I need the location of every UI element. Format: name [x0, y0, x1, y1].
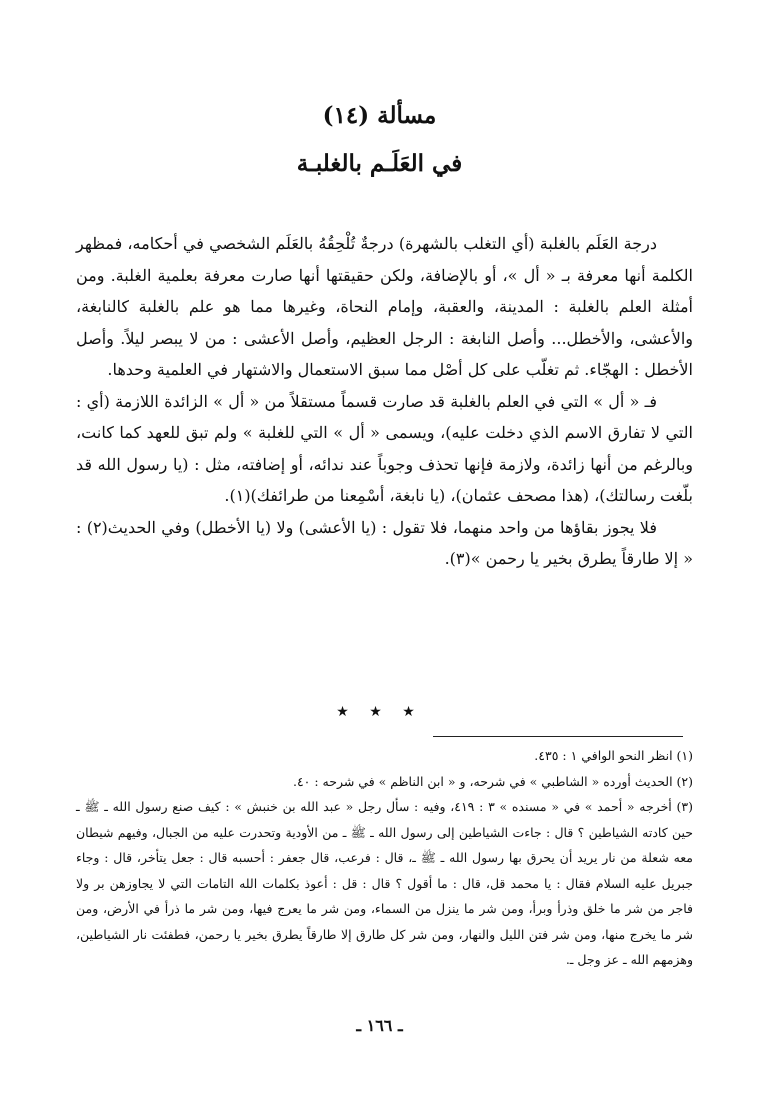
footnote-divider — [433, 736, 683, 737]
footnote: (١) انظر النحو الوافي ١ : ٤٣٥. — [534, 748, 693, 763]
footnote: (٢) الحديث أورده « الشاطبي » في شرحه، و « ابن الناظم » في شرحه : ٤٠. — [292, 773, 693, 789]
page-number: ـ ١٦٦ ـ — [356, 1016, 403, 1035]
footnote: (٣) أخرجه « أحمد » في « مسنده » ٣ : ٤١٩، وفيه : سأل رجل « عبد الله بن خنبش » : كيف صنع رسول الله ـ ﷺ ـ حين كادته الشياطين ؟ قال : جاءت الشياطين إلى رسول الله ـ ﷺ ـ من الأودية وتحدرت عليه من الجبال، وفيهم شيطان معه شعلة من نار يريد أن يحرق بها رسول الله ـ ﷺ ـ، قال : فرعب، قال جعفر : أحسبه قال : جعل يتأخر، قال : وجاء جبريل عليه السلام فقال : يا محمد قل، قال : ما أقول ؟ قال : قل : أعوذ بكلمات الله التامات التي لا يجاوزهن بر ولا فاجر من شر ما خلق وذرأ وبرأ، ومن شر ما ينزل من السماء، ومن شر ما يعرج فيها، ومن شر ما ذرأ في الأرض، ومن شر ما يخرج منها، ومن شر فتن الليل والنهار، ومن شر كل طارق إلا طارقاً يطرق بخير يا رحمن، فطفئت نار الشياطين، وهزمهم الله ـ عز وجل ـ. — [76, 799, 693, 967]
paragraph: فـ « أل » التي في العلم بالغلبة قد صارت قسماً مستقلاً من « أل » الزائدة اللازمة (أي : التي لا تفارق الاسم الذي دخلت عليه)، ويسمى « أل » التي للغلبة » ولم تبق للعهد كما كانت، وبالرغم من أنها زائدة، ولازمة فإنها تحذف وجوباً عند ندائه، أو إضافته، مثل : (يا رسول الله قد بلّغت رسالتك)، (هذا مصحف عثمان)، (يا نابغة، أسْمِعنا من طرائفك)(١). — [76, 391, 694, 505]
chapter-title: مسألة (١٤) — [322, 102, 437, 129]
section-separator: ★ ★ ★ — [336, 704, 423, 720]
paragraph: فلا يجوز بقاؤها من واحد منهما، فلا تقول : (يا الأعشى) ولا (يا الأخطل) وفي الحديث(٢) : « إلا طارقاً يطرق بخير يا رحمن »(٣). — [76, 517, 693, 568]
main-text — [76, 228, 693, 575]
chapter-subtitle: في العَلَـم بالغلبـة — [296, 150, 463, 177]
footnotes — [76, 743, 693, 973]
paragraph: درجة العَلَم بالغلبة (أي التغلب بالشهرة) درجةٌ تُلْحِقُهُ بالعَلَم الشخصي في أحكامه، فمظهر الكلمة أنها معرفة بـ « أل »، أو بالإضافة، ولكن حقيقتها أنها صارت معرفة بعلمية الغلبة. ومن أمثلة العلم بالغلبة : المدينة، والعقبة، وإمام النحاة، وغيرها مما هو علم بالغلبة كالنابغة، والأعشى، والأخطل... وأصل النابغة : الرجل العظيم، وأصل الأعشى : من لا يبصر ليلاً. وأصل الأخطل : الهجّاء. ثم تغلّب على كل أصْل مما سبق الاستعمال والاشتهار في العلمية وحدها. — [76, 234, 693, 379]
